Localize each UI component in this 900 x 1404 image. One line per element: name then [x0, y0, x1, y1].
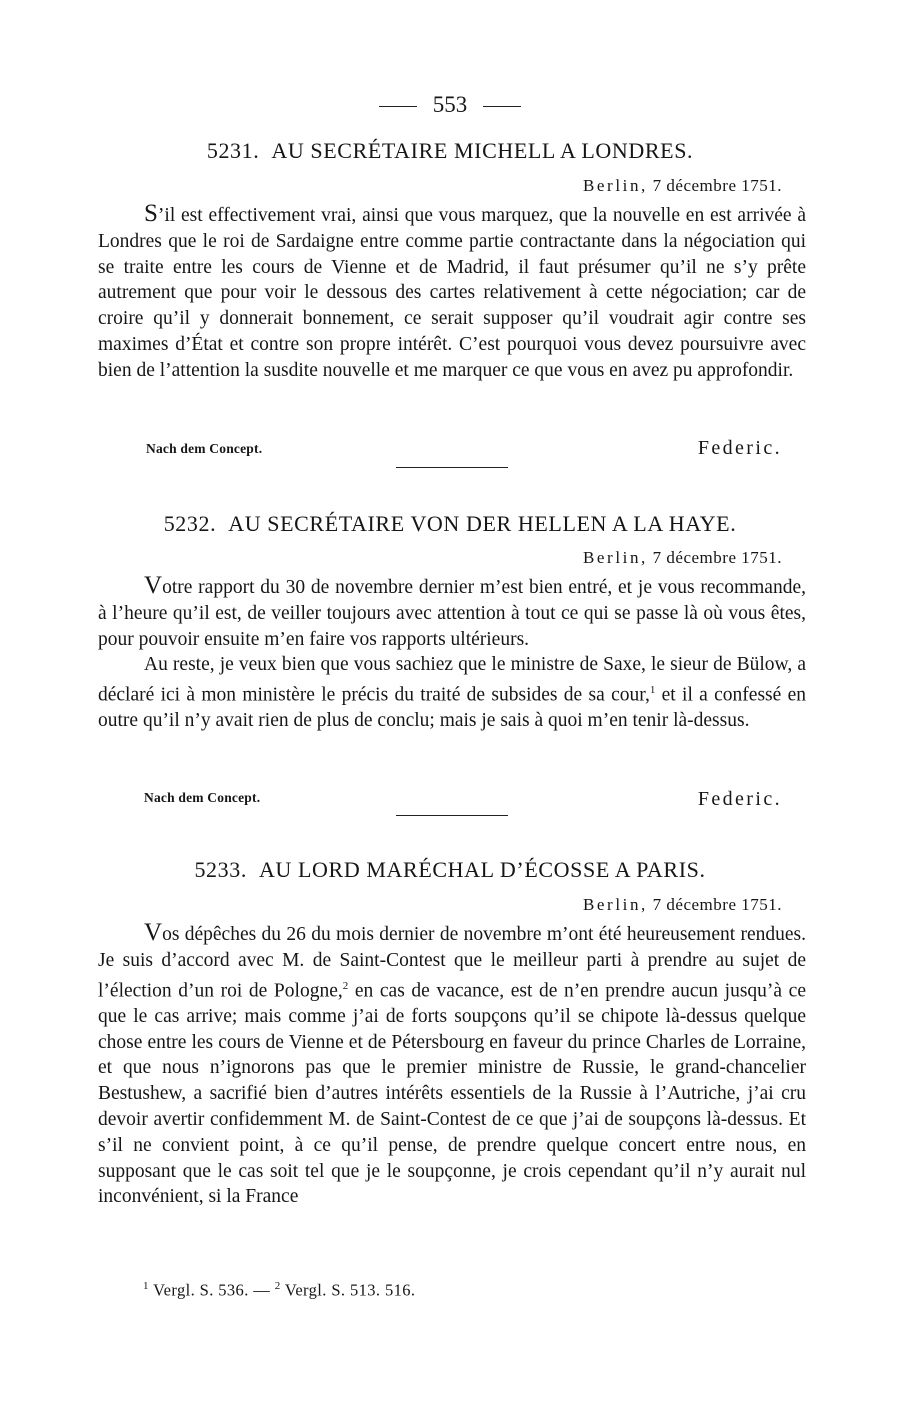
source-note: Nach dem Concept.	[146, 441, 263, 456]
date-city: Berlin,	[582, 176, 648, 195]
initial-letter: S	[144, 200, 158, 227]
letter-title: AU SECRÉTAIRE VON DER HELLEN A LA HAYE.	[228, 511, 737, 536]
date-city: Berlin,	[582, 548, 648, 567]
date-rest: 7 décembre 1751.	[652, 176, 782, 195]
section-rule	[396, 467, 508, 468]
dateline	[583, 176, 782, 196]
letter-title: AU SECRÉTAIRE MICHELL A LONDRES.	[271, 138, 694, 163]
paragraph-text: otre rapport du 30 de novembre dernier m’est bien entré, et je vous recommande, à l’heure qu’il est, de veiller toujours avec attention à tout ce qui se passe là où vous êtes, pour pouvoir ensuite m’en faire vos rapports ultérieurs.	[98, 577, 806, 650]
footnote-reference: 2	[342, 979, 349, 992]
dash-right	[483, 106, 521, 107]
paragraph	[98, 920, 806, 1210]
paragraph	[98, 652, 806, 734]
date-rest: 7 décembre 1751.	[652, 548, 782, 567]
source-note: Nach dem Concept.	[144, 790, 261, 805]
letter-number: 5231.	[206, 138, 260, 163]
letter-heading	[0, 138, 900, 164]
page-number: 553	[432, 92, 468, 117]
initial-letter: V	[144, 572, 163, 599]
date-city: Berlin,	[582, 895, 648, 914]
footnotes	[143, 1280, 415, 1301]
footnote-mark: 1	[143, 1280, 149, 1292]
letter-heading	[0, 511, 900, 537]
dateline	[583, 895, 782, 915]
letter-heading	[0, 857, 900, 883]
section-rule	[396, 815, 508, 816]
paragraph-text: Au reste, je veux bien que vous sachiez que le ministre de Saxe, le sieur de Bülow, a déclaré ici à mon ministère le précis du traité de subsides de sa cour,	[98, 654, 806, 706]
footnote-reference: 1	[649, 684, 656, 697]
footnote-mark: 2	[274, 1280, 281, 1292]
letter-number: 5233.	[194, 857, 247, 882]
paragraph	[98, 201, 806, 384]
dateline	[583, 548, 782, 568]
paragraph-text: os dépêches du 26 du mois dernier de novembre m’ont été heureusement rendues. Je suis d’accord avec M. de Saint-Contest que le meilleur parti à prendre au sujet de l’élection d’un roi de Pologne,	[98, 924, 806, 1002]
paragraph-text: ’il est effectivement vrai, ainsi que vous marquez, que la nouvelle en est arrivée à Londres que le roi de Sardaigne entre comme partie contractante dans la négociation qui se traite entre les cours de Vienne et de Madrid, il faut présumer qu’il ne s’y prête autrement que pour voir le dessous des cartes relativement à cette négociation; car de croire qu’il y donnerait bonnement, ce serait supposer qu’il voudrait agir contre ses maximes d’État et contre son propre intérêt. C’est pourquoi vous devez poursuivre avec bien de l’attention la susdite nouvelle et me marquer ce que vous en avez pu approfondir.	[98, 205, 806, 381]
paragraph-text: et il a confessé en outre qu’il n’y avait rien de plus de conclu; mais je sais à quoi m’en tenir là-dessus.	[98, 684, 807, 732]
dash-left	[379, 106, 417, 107]
initial-letter: V	[144, 919, 163, 946]
date-rest: 7 décembre 1751.	[652, 895, 782, 914]
paragraph	[98, 573, 806, 652]
letter-body	[98, 201, 806, 384]
page-number-line	[0, 92, 900, 118]
signature: Federic.	[697, 437, 782, 459]
paragraph-text: en cas de vacance, est de n’en prendre aucun jusqu’à ce que le cas arrive; mais comme j’ai de forts soupçons qu’il se chipote là-dessus quelque chose entre les cours de Vienne et de Pétersbourg en faveur du prince Charles de Lorraine, et que nous n’ignorons pas que le premier ministre de Russie, le grand-chancelier Bestushew, a sacrifié bien d’autres intérêts essentiels de la Russie à l’Autriche, j’ai cru devoir avertir confidemment M. de Saint-Contest de ce que j’ai de soupçons là-dessus. Et s’il ne convient point, à ce qu’il pense, de prendre quelque concert entre nous, en supposant que le cas soit tel que je le soupçonne, je crois cependant qu’il n’y aurait nul inconvénient, si la France	[98, 980, 806, 1208]
letter-body	[98, 920, 806, 1210]
letter-number: 5232.	[163, 511, 217, 536]
footnote-text: Vergl. S. 536. —	[153, 1280, 271, 1300]
signature: Federic.	[697, 788, 782, 810]
footnote-text: Vergl. S. 513. 516.	[284, 1280, 416, 1300]
letter-title: AU LORD MARÉCHAL D’ÉCOSSE A PARIS.	[258, 857, 706, 882]
letter-body	[98, 573, 806, 734]
